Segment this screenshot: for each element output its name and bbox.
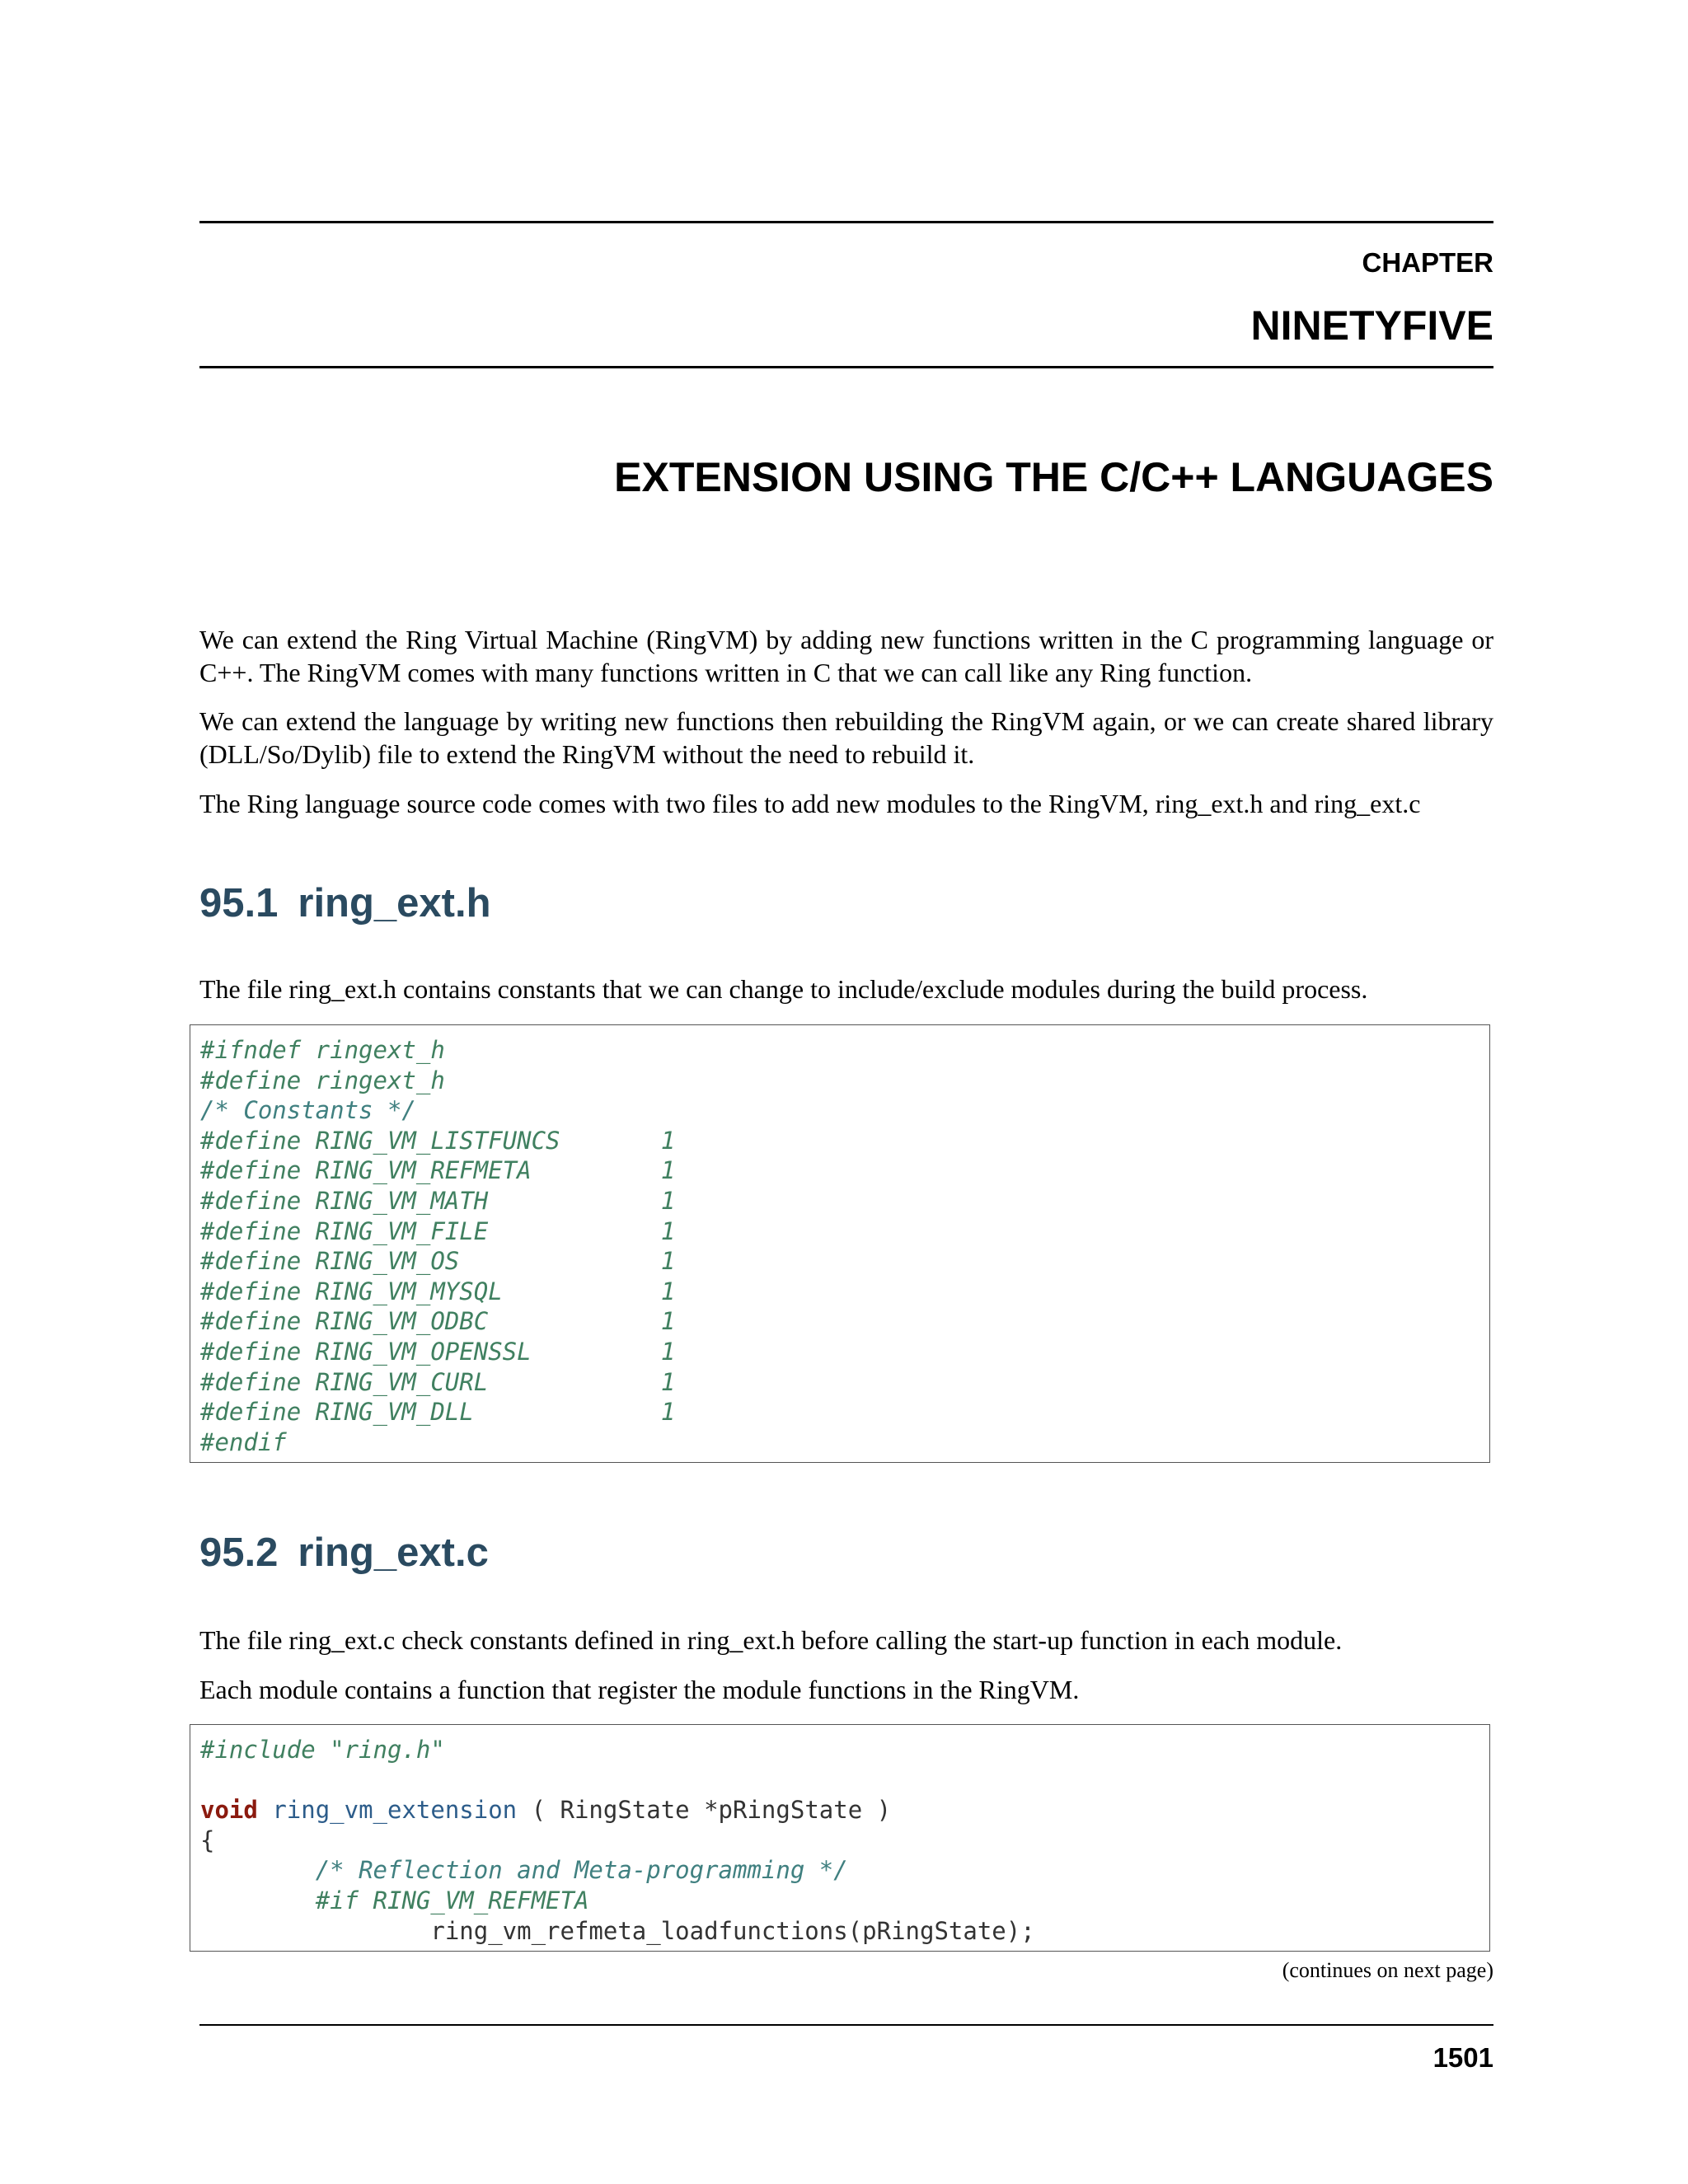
- intro-paragraph-2: We can extend the language by writing new functions then rebuilding the RingVM again, or we can create shared library (DLL/So/Dylib) file to extend the RingVM without the need to rebuild it.: [199, 706, 1493, 769]
- code-comment: /* Reflection and Meta-programming */: [315, 1856, 848, 1885]
- code-keyword: void: [200, 1796, 258, 1825]
- section-heading-ring-ext-c: [199, 1530, 489, 1576]
- section-number: 95.2: [199, 1530, 279, 1575]
- code-include: #include "ring.h": [200, 1736, 445, 1764]
- chapter-label: CHAPTER: [1362, 247, 1493, 278]
- continues-note: (continues on next page): [1282, 1958, 1493, 1982]
- code-line: /* Constants */: [200, 1096, 416, 1125]
- code-call: ring_vm_refmeta_loadfunctions(pRingState);: [430, 1916, 1035, 1945]
- section2-description-1: The file ring_ext.c check constants defined in ring_ext.h before calling the start-up function in each module.: [199, 1625, 1343, 1655]
- chapter-title: EXTENSION USING THE C/C++ LANGUAGES: [614, 454, 1493, 500]
- page-number: 1501: [1432, 2042, 1493, 2073]
- code-line: #define RING_VM_LISTFUNCS 1: [200, 1126, 676, 1155]
- section2-description-2: Each module contains a function that register the module functions in the RingVM.: [199, 1675, 1080, 1704]
- chapter-top-rule: [199, 221, 1493, 223]
- section-number: 95.1: [199, 881, 279, 926]
- code-block-ring-ext-h: [190, 1024, 1490, 1463]
- code-line: #define RING_VM_CURL 1: [200, 1367, 676, 1396]
- footer-rule: [199, 2024, 1493, 2026]
- code-listing: [200, 1035, 1479, 1457]
- chapter-bottom-rule: [199, 366, 1493, 368]
- code-signature: ( RingState *pRingState ): [517, 1796, 892, 1825]
- code-line: #define ringext_h: [200, 1066, 445, 1094]
- intro-paragraph-1: We can extend the Ring Virtual Machine (RingVM) by adding new functions written in the C programming language or C++. The RingVM comes with many functions written in C that we can call like any Ring function.: [199, 625, 1493, 687]
- code-function-name: ring_vm_extension: [272, 1796, 518, 1825]
- section-title: ring_ext.h: [298, 881, 491, 926]
- code-line: #define RING_VM_REFMETA 1: [200, 1156, 676, 1185]
- code-directive: #if RING_VM_REFMETA: [315, 1886, 589, 1915]
- section-title: ring_ext.c: [298, 1530, 489, 1575]
- section-heading-ring-ext-h: [199, 880, 491, 926]
- code-line: #define RING_VM_MYSQL 1: [200, 1277, 676, 1305]
- code-line: #define RING_VM_OPENSSL 1: [200, 1337, 676, 1366]
- code-line: #endif: [200, 1427, 287, 1456]
- code-line: #define RING_VM_OS 1: [200, 1247, 676, 1276]
- code-line: #ifndef ringext_h: [200, 1036, 445, 1064]
- code-line: #define RING_VM_ODBC 1: [200, 1307, 676, 1336]
- code-line: #define RING_VM_DLL 1: [200, 1398, 676, 1427]
- chapter-number: NINETYFIVE: [1250, 302, 1493, 349]
- section1-description: The file ring_ext.h contains constants that we can change to include/exclude modules during the build process.: [199, 974, 1368, 1004]
- code-line: #define RING_VM_FILE 1: [200, 1216, 676, 1245]
- code-brace: {: [200, 1825, 215, 1854]
- code-line: #define RING_VM_MATH 1: [200, 1186, 676, 1215]
- code-listing: [200, 1735, 1479, 1946]
- code-block-ring-ext-c: [190, 1724, 1490, 1952]
- intro-paragraph-3: The Ring language source code comes with two files to add new modules to the RingVM, ring_ext.h and ring_ext.c: [199, 789, 1421, 818]
